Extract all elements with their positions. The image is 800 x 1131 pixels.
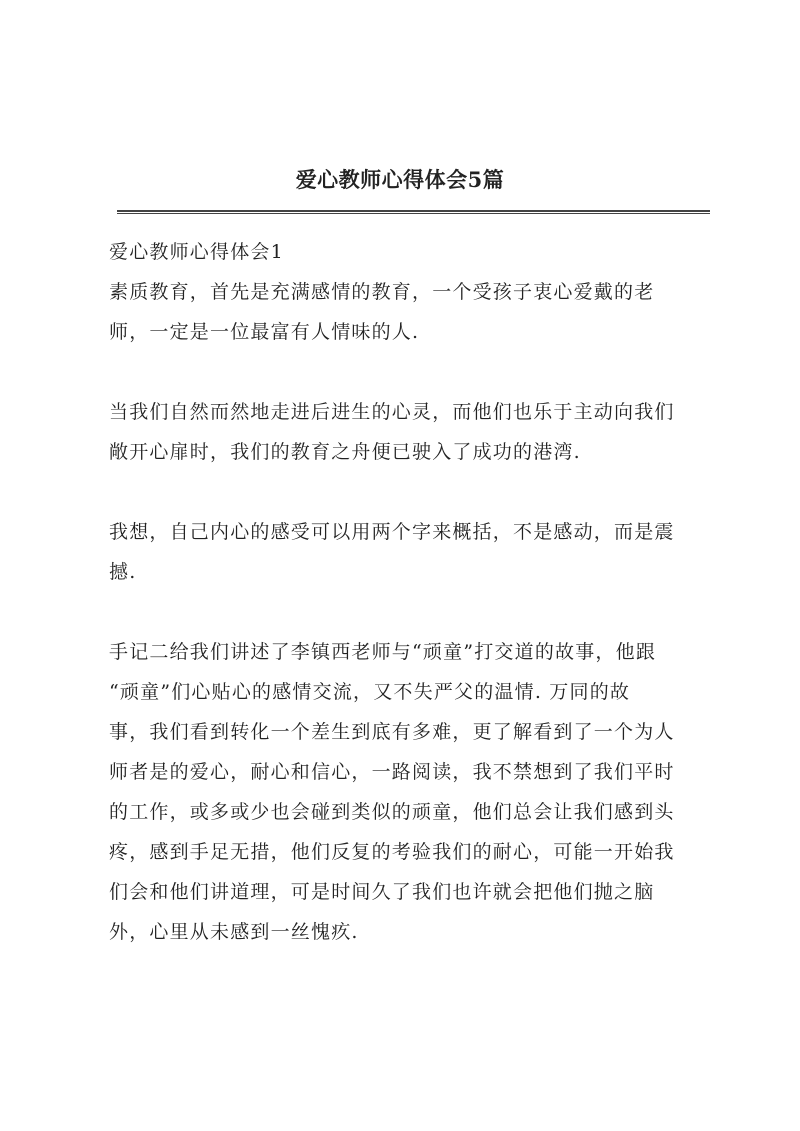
paragraph-line: 素质教育，首先是充满感情的教育，一个受孩子衷心爱戴的老 [109,281,655,303]
paragraph [109,272,709,352]
paragraph [109,512,709,592]
document-body [109,232,709,992]
paragraph-line: 敞开心扉时，我们的教育之舟便已驶入了成功的港湾. [109,441,581,463]
section-heading: 爱心教师心得体会1 [109,241,284,263]
document-title: 爱心教师心得体会5篇 [295,167,505,192]
paragraph [109,632,709,952]
paragraph-line: 外，心里从未感到一丝愧疚. [109,921,359,943]
paragraph [109,392,709,472]
paragraph-line: 师者是的爱心，耐心和信心，一路阅读，我不禁想到了我们平时 [109,761,675,783]
paragraph-line: 当我们自然而然地走进后进生的心灵，而他们也乐于主动向我们 [109,401,675,423]
paragraph-line: 们会和他们讲道理，可是时间久了我们也许就会把他们抛之脑 [109,881,655,903]
paragraph-line: 事，我们看到转化一个差生到底有多难，更了解看到了一个为人 [109,721,675,743]
paragraph-line: 我想，自己内心的感受可以用两个字来概括，不是感动，而是震 [109,521,675,543]
paragraph-line: 撼. [109,561,137,583]
title-divider [117,210,710,214]
paragraph-line: 手记二给我们讲述了李镇西老师与“顽童”打交道的故事，他跟 [109,641,657,663]
paragraph-line: “顽童”们心贴心的感情交流，又不失严父的温情. 万同的故 [109,681,631,703]
paragraph-line: 的工作，或多或少也会碰到类似的顽童，他们总会让我们感到头 [109,801,675,823]
paragraph-line: 疼，感到手足无措，他们反复的考验我们的耐心，可能一开始我 [109,841,675,863]
paragraph-line: 师，一定是一位最富有人情味的人. [109,321,420,343]
